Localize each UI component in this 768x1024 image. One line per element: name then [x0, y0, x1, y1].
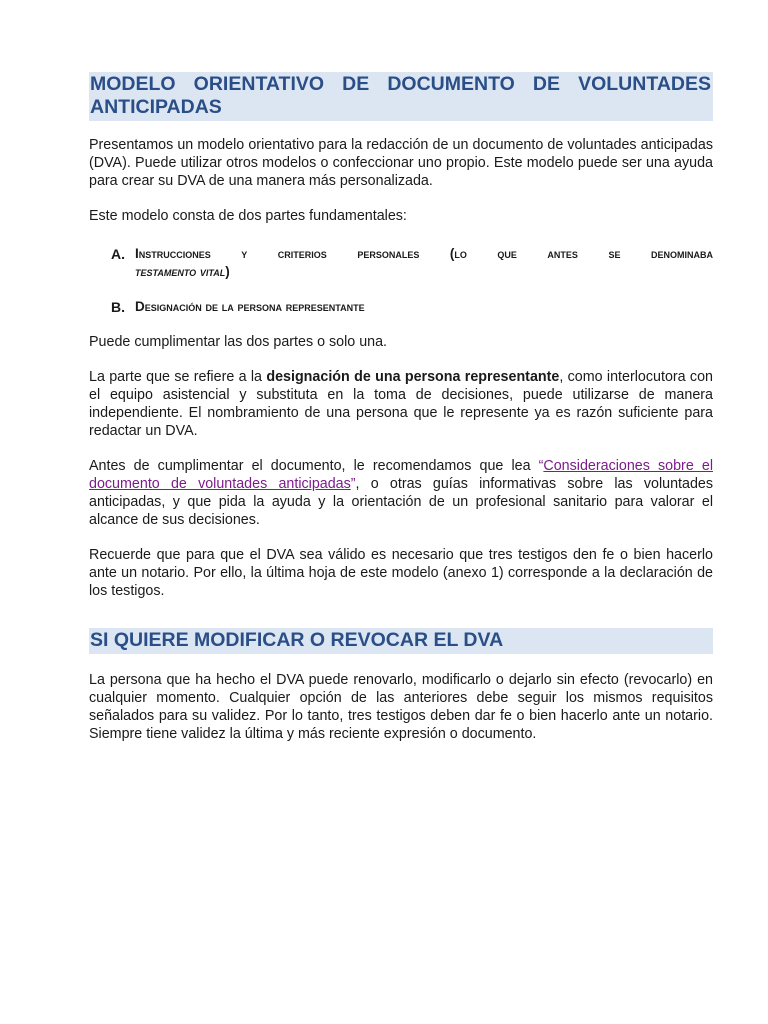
document-title-line2: ANTICIPADAS: [90, 96, 222, 118]
open-quote: “: [538, 458, 544, 474]
part-a-italic: testamento vital: [135, 264, 226, 279]
parts-intro-paragraph: Este modelo consta de dos partes fundamentales:: [89, 208, 407, 224]
list-marker-b: B.: [111, 299, 125, 315]
either-note-paragraph: Puede cumplimentar las dos partes o solo una.: [89, 334, 388, 350]
representative-after: , como interlocutora con el equipo asistencial y substituta en la toma de decisiones, puede utilizarse de manera independiente. El nombramiento de una persona que le represente ya es razón suficiente para redactar un DVA.: [89, 369, 713, 439]
considerations-before: Antes de cumplimentar el documento, le recomendamos que lea: [89, 458, 539, 474]
section-heading-modify: SI QUIERE MODIFICAR O REVOCAR EL DVA: [89, 628, 713, 654]
representative-paragraph: [89, 368, 713, 440]
list-item-part-b: [89, 298, 713, 316]
representative-before: La parte que se refiere a la: [89, 369, 267, 385]
parts-list: [89, 245, 713, 316]
close-quote: ”: [350, 476, 356, 492]
witnesses-paragraph: Recuerde que para que el DVA sea válido es necesario que tres testigos den fe o bien hacerlo ante un notario. Por ello, la última hoja de este modelo (anexo 1) corresponde a la declaración de los testigos.: [89, 547, 713, 599]
list-item-part-a: [89, 245, 713, 281]
considerations-paragraph: [89, 457, 713, 529]
considerations-after: , o otras guías informativas sobre las voluntades anticipadas, y que pida la ayuda y la orientación de un profesional sanitario para valorar el alcance de sus decisiones.: [89, 476, 714, 528]
document-page: [89, 72, 713, 743]
intro-paragraph: Presentamos un modelo orientativo para la redacción de un documento de voluntades anticipadas (DVA). Puede utilizar otros modelos o confeccionar uno propio. Este modelo puede ser una ayuda para crear su DVA de una manera más personalizada.: [89, 137, 713, 189]
part-a-text: Instrucciones y criterios personales (lo que antes se denominaba: [135, 246, 713, 261]
document-title-line1: MODELO ORIENTATIVO DE DOCUMENTO DE VOLUNTADES: [90, 73, 711, 95]
part-b-text: Designación de la persona representante: [135, 299, 365, 314]
document-title: [89, 72, 713, 121]
list-marker-a: A.: [111, 246, 125, 262]
considerations-link[interactable]: Consideraciones sobre el documento de voluntades anticipadas: [89, 458, 713, 492]
representative-bold: designación de una persona representante: [266, 369, 560, 385]
part-a-close: ): [225, 264, 230, 279]
section2-body-paragraph: La persona que ha hecho el DVA puede renovarlo, modificarlo o dejarlo sin efecto (revocarlo) en cualquier momento. Cualquier opción de las anteriores debe seguir los mismos requisitos señalados para su validez. Por lo tanto, tres testigos deben dar fe o bien hacerlo ante un notario. Siempre tiene validez la última y más reciente expresión o documento.: [89, 672, 713, 742]
